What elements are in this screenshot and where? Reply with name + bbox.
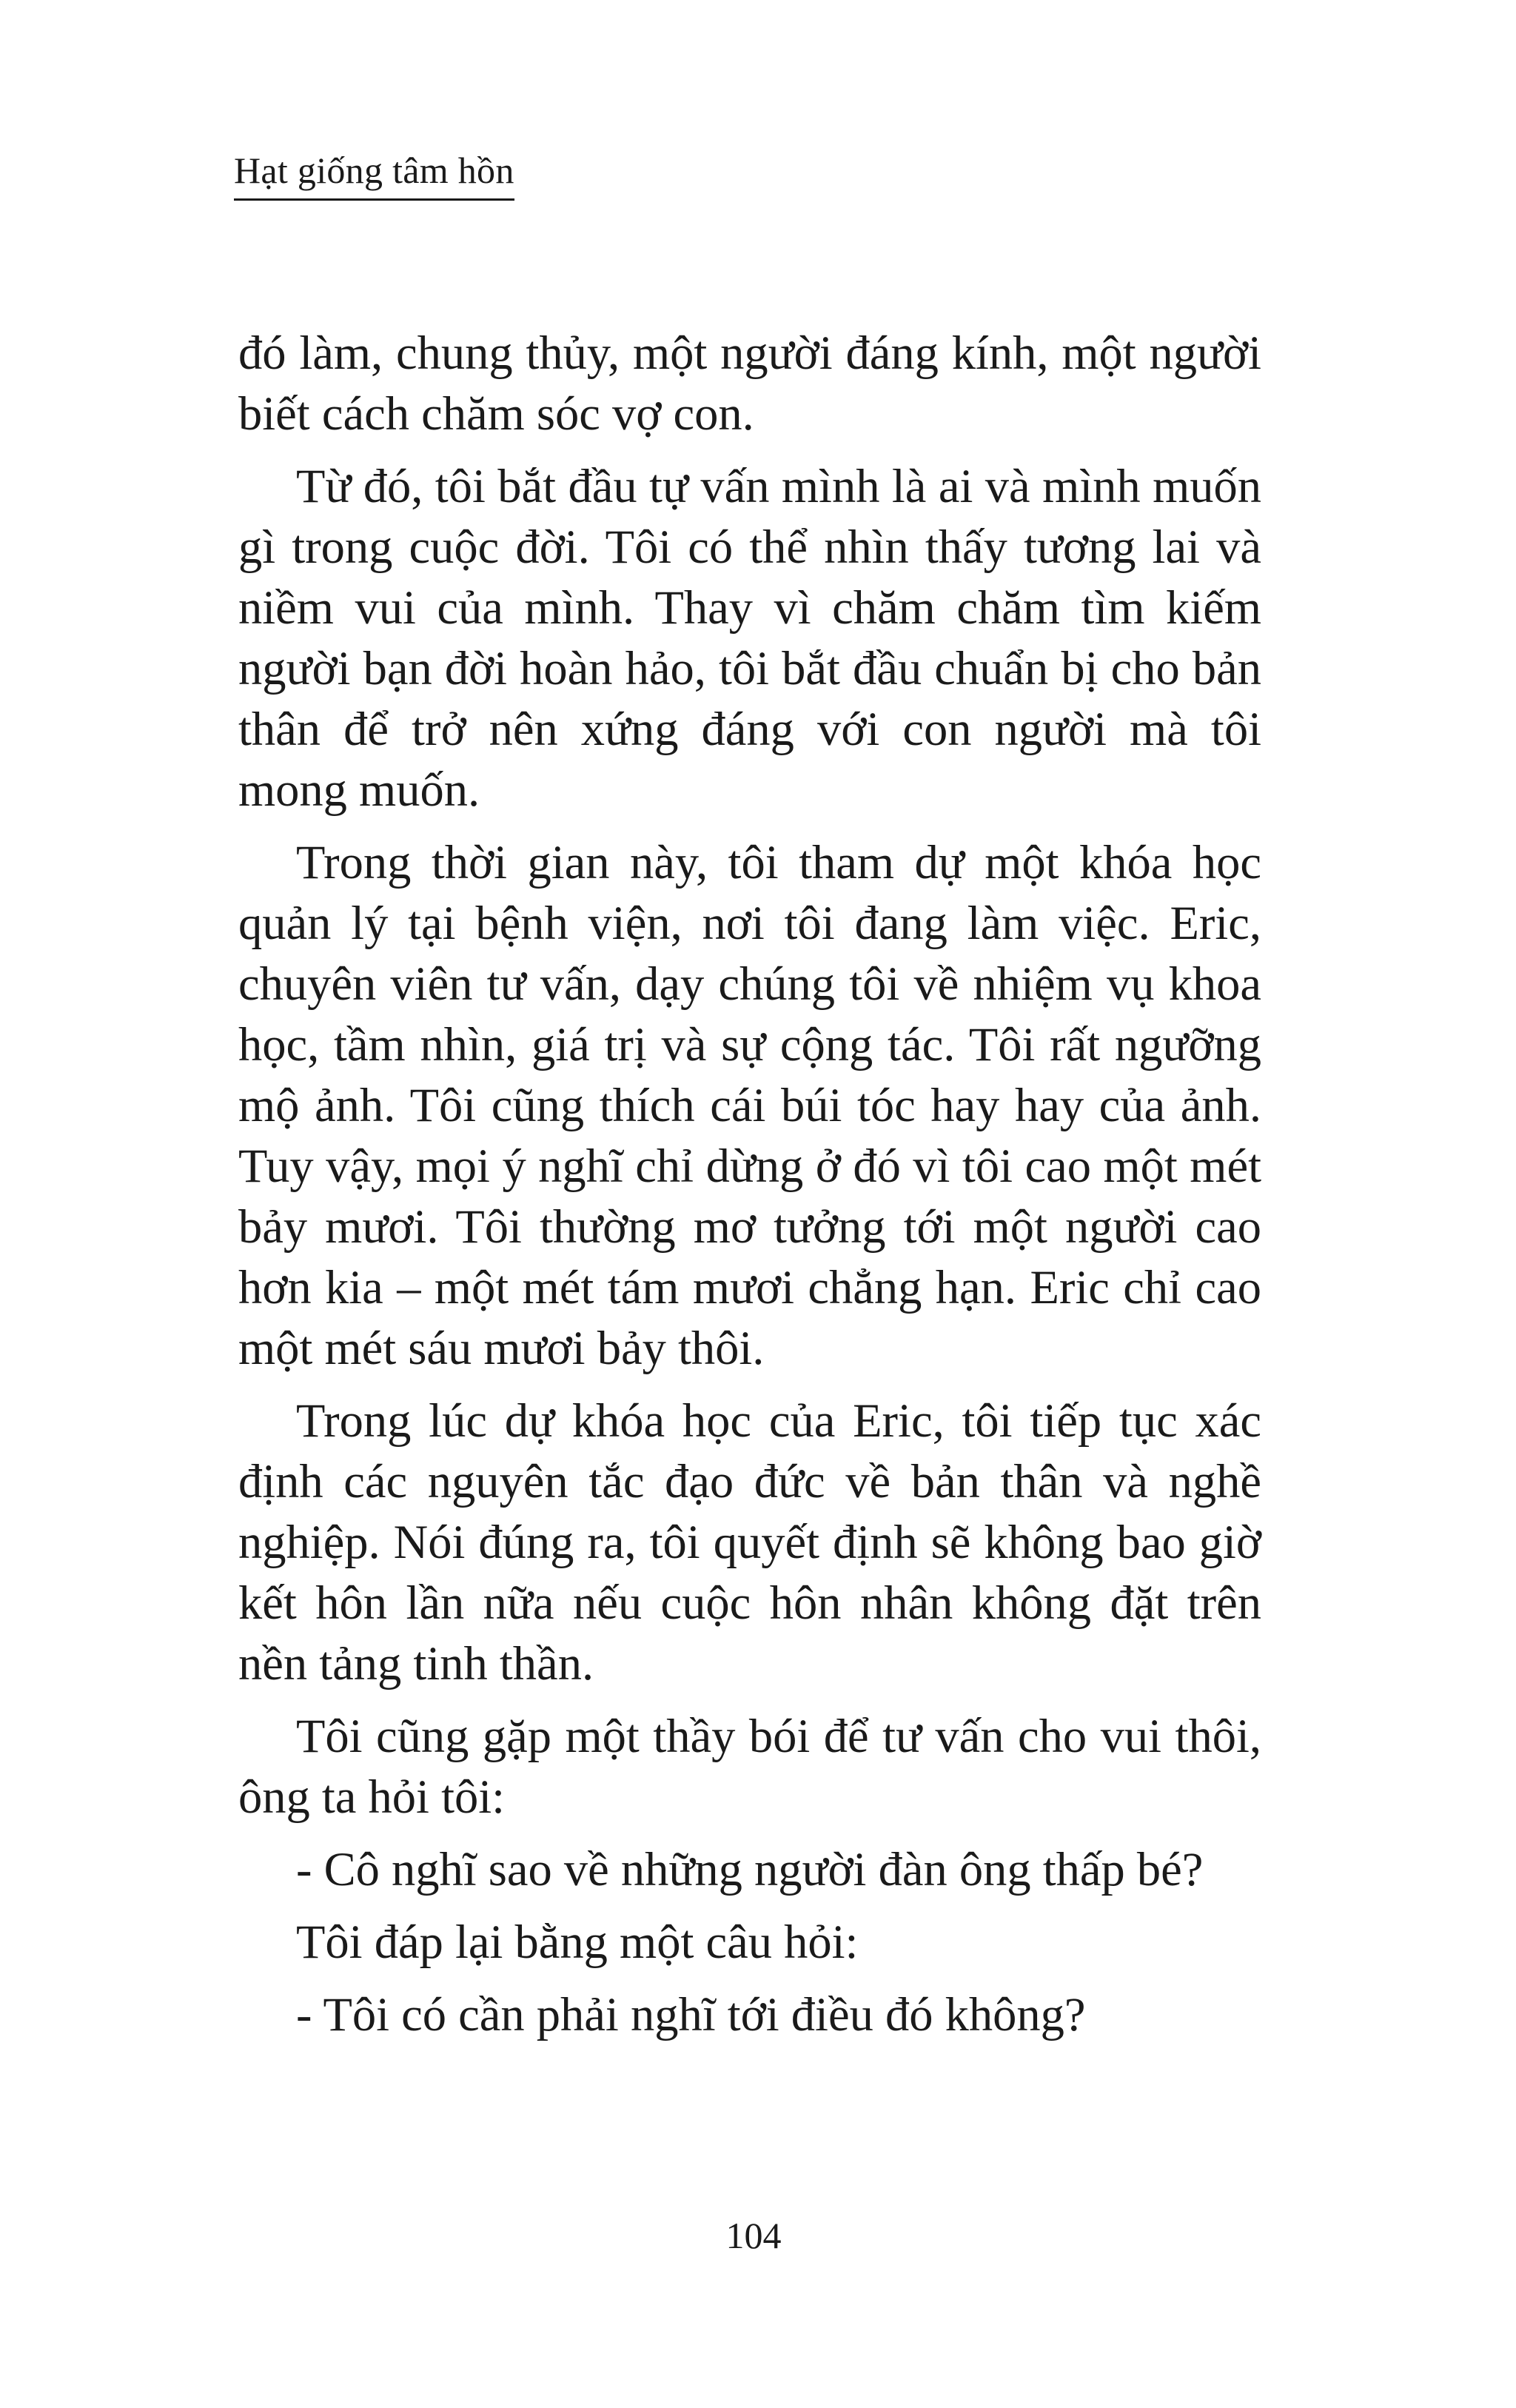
paragraph-3: Trong thời gian này, tôi tham dự một khóa học quản lý tại bệnh viện, nơi tôi đang làm việc. Eric, chuyên viên tư vấn, dạy chúng tôi về nhiệm vụ khoa học, tầm nhìn, giá trị và sự cộng tác. Tôi rất ngưỡng mộ ảnh. Tôi cũng thích cái búi tóc hay hay của ảnh. Tuy vậy, mọi ý nghĩ chỉ dừng ở đó vì tôi cao một mét bảy mươi. Tôi thường mơ tưởng tới một người cao hơn kia – một mét tám mươi chẳng hạn. Eric chỉ cao một mét sáu mươi bảy thôi.: [238, 836, 1261, 1374]
page-number: 104: [725, 2215, 782, 2256]
body-text: [238, 323, 1261, 2057]
dialogue-line-2: - Tôi có cần phải nghĩ tới điều đó không?: [296, 1988, 1086, 2041]
paragraph-1: đó làm, chung thủy, một người đáng kính, một người biết cách chăm sóc vợ con.: [238, 327, 1261, 440]
paragraph-4: Trong lúc dự khóa học của Eric, tôi tiếp tục xác định các nguyên tắc đạo đức về bản thân và nghề nghiệp. Nói đúng ra, tôi quyết định sẽ không bao giờ kết hôn lần nữa nếu cuộc hôn nhân không đặt trên nền tảng tinh thần.: [238, 1394, 1261, 1690]
paragraph-6: Tôi đáp lại bằng một câu hỏi:: [296, 1916, 859, 1968]
paragraph-5: Tôi cũng gặp một thầy bói để tư vấn cho vui thôi, ông ta hỏi tôi:: [238, 1710, 1261, 1823]
running-header-title: Hạt giống tâm hồn: [234, 148, 514, 201]
dialogue-line-1: - Cô nghĩ sao về những người đàn ông thấp bé?: [296, 1843, 1204, 1896]
paragraph-2: Từ đó, tôi bắt đầu tự vấn mình là ai và mình muốn gì trong cuộc đời. Tôi có thể nhìn thấy tương lai và niềm vui của mình. Thay vì chăm chăm tìm kiếm người bạn đời hoàn hảo, tôi bắt đầu chuẩn bị cho bản thân để trở nên xứng đáng với con người mà tôi mong muốn.: [238, 460, 1261, 816]
